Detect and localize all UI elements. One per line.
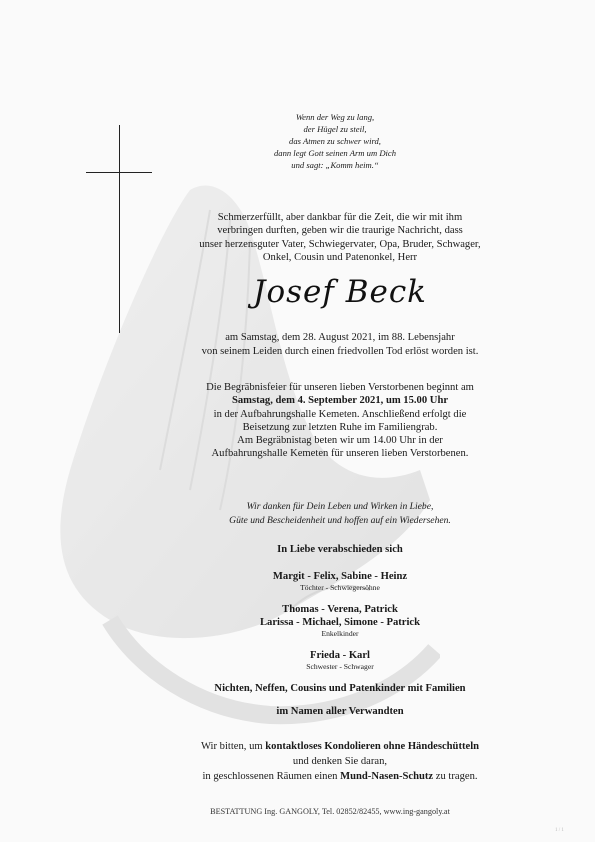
relatives-line: Nichten, Neffen, Cousins und Patenkinder mit Familien <box>214 683 466 694</box>
closing-text-plain: in geschlossenen Räumen einen <box>202 771 341 782</box>
family-names: Thomas - Verena, Patrick <box>282 604 398 615</box>
funeral-line: Am Begräbnistag beten wir um 14.00 Uhr in der <box>237 435 443 447</box>
closing-text-plain: zu tragen. <box>433 771 478 782</box>
footer-funeral-home: BESTATTUNG Ing. GANGOLY, Tel. 02852/82455, www.ing-gangoly.at <box>210 807 450 816</box>
all-relatives-line: im Namen aller Verwandten <box>276 706 404 717</box>
family-names: Margit - Felix, Sabine - Heinz <box>272 571 408 582</box>
funeral-line: Die Begräbnisfeier für unseren lieben Verstorbenen beginnt am <box>206 382 474 393</box>
funeral-date: Samstag, dem 4. September 2021, um 15.00 Uhr <box>231 395 449 407</box>
death-notice <box>120 331 560 359</box>
poem-line: das Atmen zu schwer wird, <box>289 136 381 147</box>
death-line: von seinem Leiden durch einen friedvollen Tod erlöst worden ist. <box>201 346 479 357</box>
closing-text <box>120 739 560 784</box>
page-marker: 1 / 1 <box>555 828 564 833</box>
funeral-line: Beisetzung zur letzten Ruhe im Familiengrab. <box>242 421 438 433</box>
closing-text-bold: kontaktloses Kondolieren ohne Händeschütteln <box>265 741 480 752</box>
thanks-line: Güte und Bescheidenheit und hoffen auf ein Wiedersehen. <box>229 514 451 526</box>
intro-line: Onkel, Cousin und Patenonkel, Herr <box>262 251 418 263</box>
family-list <box>120 543 560 718</box>
intro-line: unser herzensguter Vater, Schwiegervater, Opa, Bruder, Schwager, <box>199 238 481 250</box>
thanks-line: Wir danken für Dein Leben und Wirken in Liebe, <box>246 501 434 512</box>
family-relation: Schwester - Schwager <box>306 662 374 671</box>
intro-line: Schmerzerfüllt, aber dankbar für die Zeit, die wir mit ihm <box>217 212 463 223</box>
family-relation: Töchter - Schwiegersöhne <box>300 583 380 592</box>
deceased-name: Josef Beck <box>253 274 427 310</box>
death-line: am Samstag, dem 28. August 2021, im 88. Lebensjahr <box>225 332 455 343</box>
closing-line <box>120 769 560 784</box>
family-names: Frieda - Karl <box>309 650 370 661</box>
family-names: Larissa - Michael, Simone - Patrick <box>259 617 421 628</box>
intro-line: verbringen durften, geben wir die traurige Nachricht, dass <box>217 225 463 237</box>
funeral-line: Aufbahrungshalle Kemeten für unseren lieben Verstorbenen. <box>211 448 469 460</box>
closing-text-plain: Wir bitten, um <box>200 741 266 752</box>
poem-line: Wenn der Weg zu lang, <box>295 112 375 122</box>
family-relation: Enkelkinder <box>321 629 359 638</box>
intro-text <box>120 211 560 264</box>
family-heading: In Liebe verabschieden sich <box>277 544 403 555</box>
poem-line: und sagt: „Komm heim.“ <box>291 160 379 171</box>
funeral-info <box>120 381 560 461</box>
poem-line: der Hügel zu steil, <box>303 124 367 135</box>
cross-horizontal-bar <box>86 172 152 173</box>
closing-line: und denken Sie daran, <box>292 756 388 767</box>
poem <box>220 111 450 171</box>
closing-line <box>120 739 560 754</box>
funeral-line: in der Aufbahrungshalle Kemeten. Anschließend erfolgt die <box>213 408 467 420</box>
closing-text-bold: Mund-Nasen-Schutz <box>340 771 434 782</box>
poem-line: dann legt Gott seinen Arm um Dich <box>273 148 397 159</box>
thanks-text <box>120 500 560 527</box>
